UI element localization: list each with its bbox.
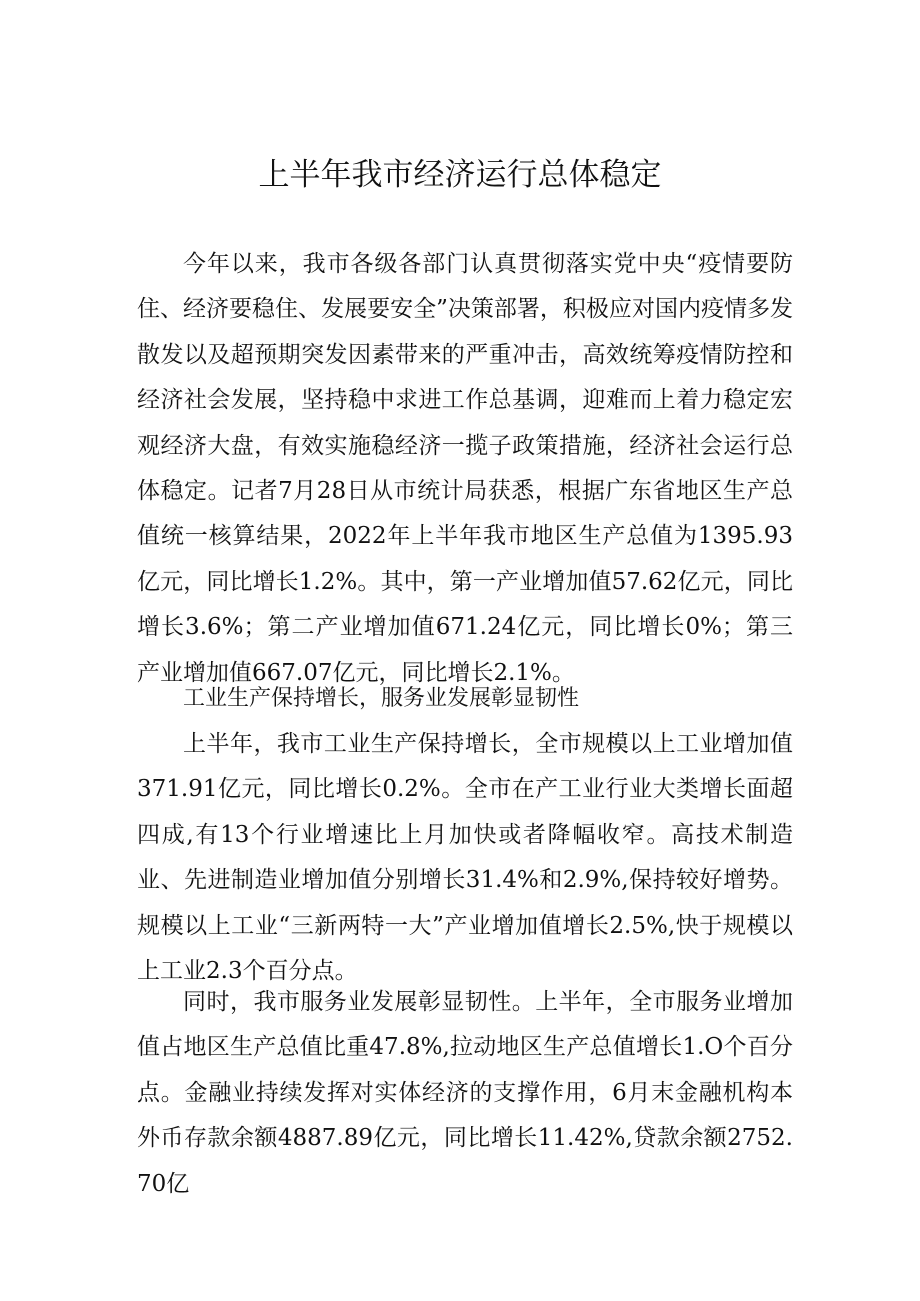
paragraph-industry: 上半年，我市工业生产保持增长，全市规模以上工业增加值371.91亿元，同比增长0.2%。全市在产工业行业大类增长面超四成,有13个行业增速比上月加快或者降幅收窄。高技术制造业、先进制造业增加值分别增长31.4%和2.9%,保持较好增势。规模以上工业“三新两特一大”产业增加值增长2.5%,快于规模以上工业2.3个百分点。 — [137, 731, 793, 985]
section-subheading: 工业生产保持增长，服务业发展彰显韧性 — [183, 686, 580, 711]
paragraph-intro: 今年以来，我市各级各部门认真贯彻落实党中央“疫情要防住、经济要稳住、发展要安全”决策部署，积极应对国内疫情多发散发以及超预期突发因素带来的严重冲击，高效统筹疫情防控和经济社会发展，坚持稳中求进工作总基调，迎难而上着力稳定宏观经济大盘，有效实施稳经济一揽子政策措施，经济社会运行总体稳定。记者7月28日从市统计局获悉，根据广东省地区生产总值统一核算结果，2022年上半年我市地区生产总值为1395.93亿元，同比增长1.2%。其中，第一产业增加值57.62亿元，同比增长3.6%；第二产业增加值671.24亿元，同比增长0%；第三产业增加值667.07亿元，同比增长2.1%。 — [137, 251, 793, 686]
document-title: 上半年我市经济运行总体稳定 — [258, 157, 662, 193]
paragraph-services: 同时，我市服务业发展彰显韧性。上半年，全市服务业增加值占地区生产总值比重47.8%,拉动地区生产总值增长1.O个百分点。金融业持续发挥对实体经济的支撑作用，6月末金融机构本外币存款余额4887.89亿元，同比增长11.42%,贷款余额2752.70亿 — [137, 989, 793, 1197]
